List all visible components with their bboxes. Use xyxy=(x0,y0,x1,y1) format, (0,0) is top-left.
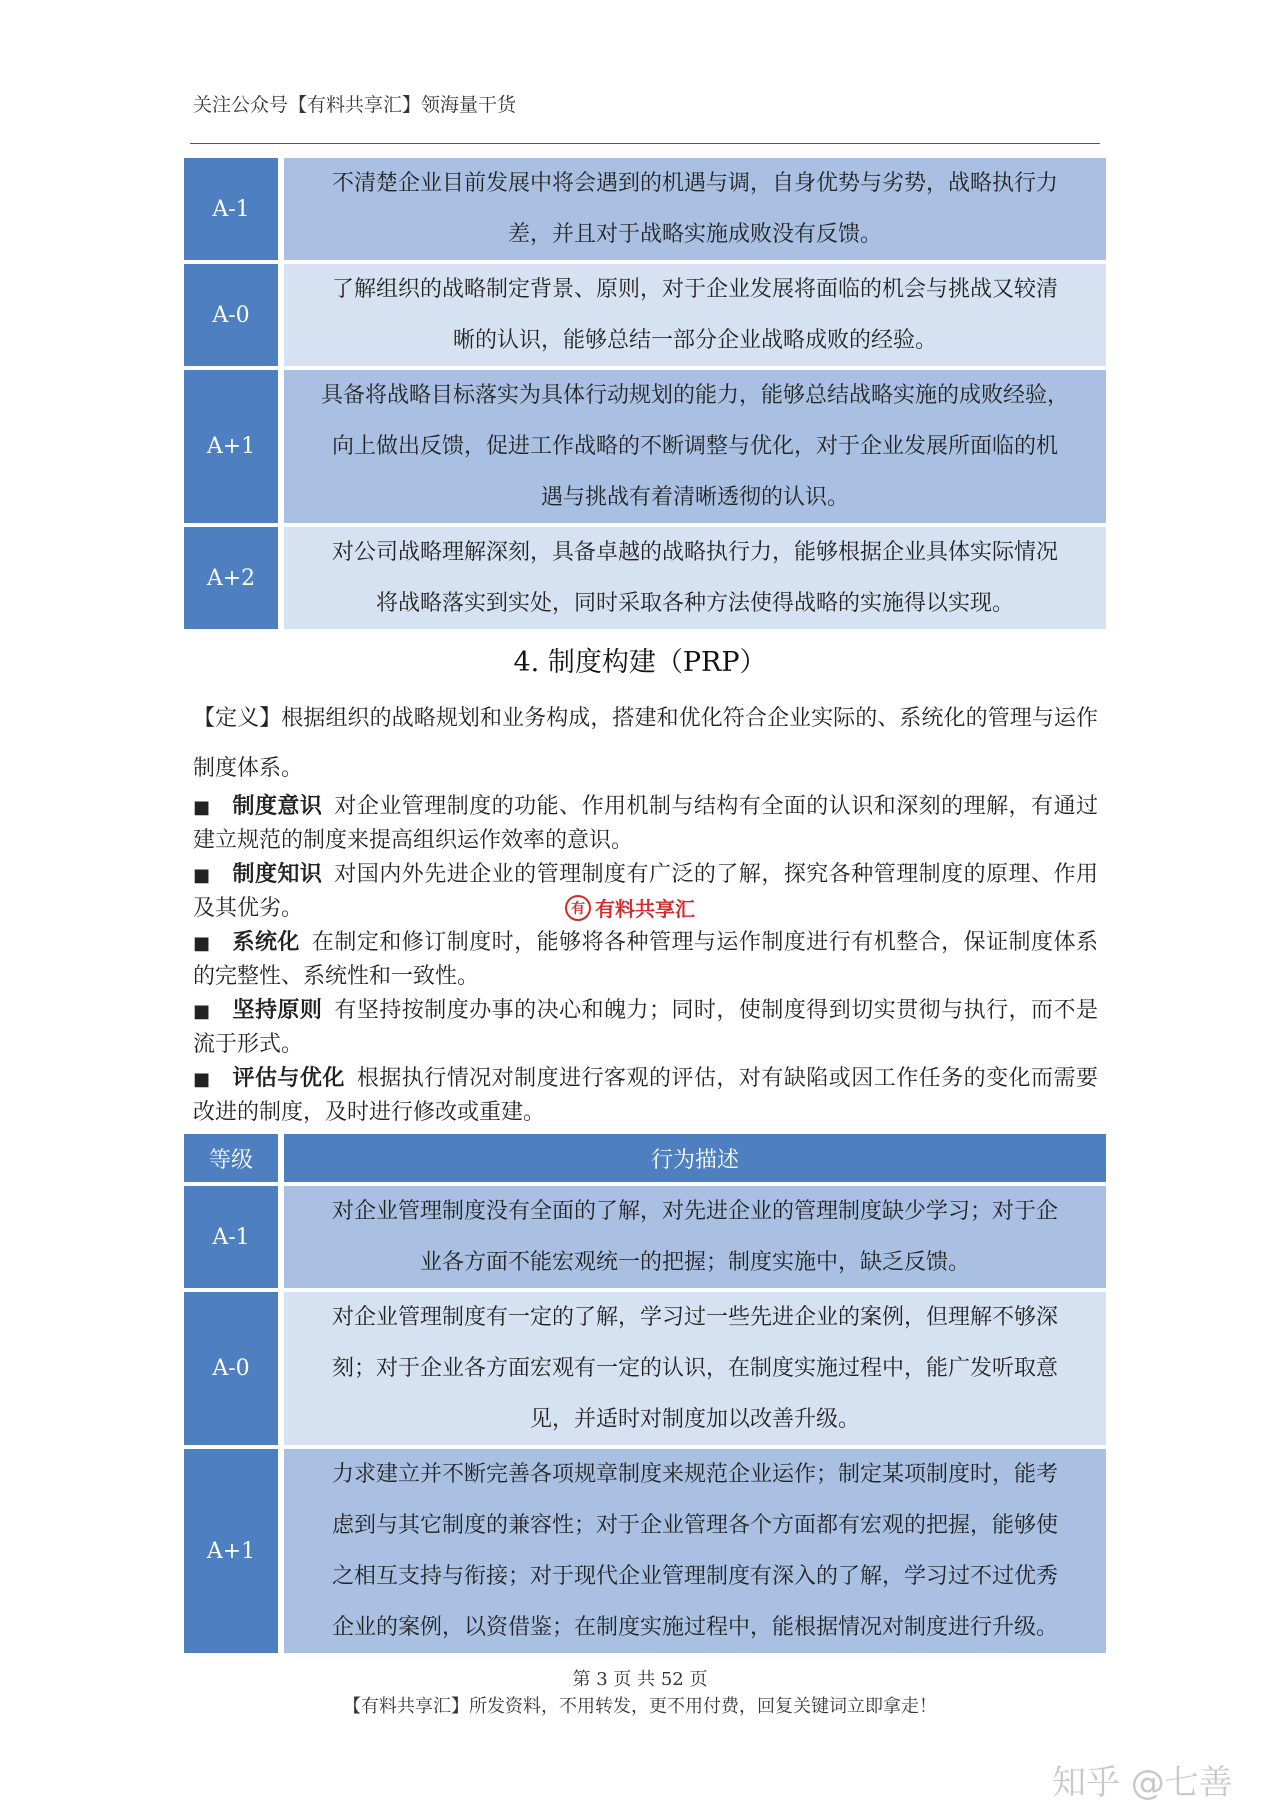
description-cell xyxy=(284,1449,1106,1653)
bullet-term: 系统化 xyxy=(232,930,300,955)
bullet-text: 在制定和修订制度时，能够将各种管理与运作制度进行有机整合，保证制度体系的完整性、系统性和一致性。 xyxy=(193,930,1098,989)
table-row xyxy=(184,264,1106,366)
level-cell: A-1 xyxy=(184,158,284,260)
description-line: 刻；对于企业各方面宏观有一定的认识，在制度实施过程中，能广发听取意 xyxy=(331,1356,1058,1381)
bullet-item xyxy=(193,994,1098,1061)
definition-paragraph: 【定义】根据组织的战略规划和业务构成，搭建和优化符合企业实际的、系统化的管理与运作制度体系。 xyxy=(193,706,1098,781)
bullet-term: 评估与优化 xyxy=(232,1066,345,1091)
level-table-strategy xyxy=(184,154,1106,633)
description-line: 力求建立并不断完善各项规章制度来规范企业运作；制定某项制度时，能考 xyxy=(331,1462,1058,1487)
header-rule xyxy=(190,143,1100,144)
level-cell: A+1 xyxy=(184,370,284,523)
page-header: 关注公众号【有料共享汇】领海量干货 xyxy=(193,94,517,116)
description-line: 虑到与其它制度的兼容性；对于企业管理各个方面都有宏观的把握，能够使 xyxy=(331,1513,1058,1538)
description-line: 对企业管理制度有一定的了解，学习过一些先进企业的案例，但理解不够深 xyxy=(331,1305,1058,1330)
square-bullet-icon: ■ xyxy=(193,1001,211,1022)
table-row xyxy=(184,370,1106,523)
level-cell: A-0 xyxy=(184,1292,284,1445)
square-bullet-icon: ■ xyxy=(193,865,211,886)
description-cell xyxy=(284,1292,1106,1445)
header-level: 等级 xyxy=(184,1134,284,1182)
bullet-text: 根据执行情况对制度进行客观的评估，对有缺陷或因工作任务的变化而需要改进的制度，及时进行修改或重建。 xyxy=(193,1066,1098,1125)
platform-watermark: 知乎 @七善 xyxy=(1052,1763,1233,1803)
description-line: 了解组织的战略制定背景、原则，对于企业发展将面临的机会与挑战又较清 xyxy=(331,277,1058,302)
bullet-term: 制度知识 xyxy=(232,862,323,887)
table-row xyxy=(184,1186,1106,1288)
description-line: 向上做出反馈，促进工作战略的不断调整与优化，对于企业发展所面临的机 xyxy=(331,434,1058,459)
level-cell: A+2 xyxy=(184,527,284,629)
bullet-term: 坚持原则 xyxy=(232,998,323,1023)
page-number: 第 3 页 共 52 页 xyxy=(572,1669,708,1690)
level-cell: A-1 xyxy=(184,1186,284,1288)
description-line: 对企业管理制度没有全面的了解，对先进企业的管理制度缺少学习；对于企 xyxy=(331,1199,1058,1224)
description-line: 将战略落实到实处，同时采取各种方法使得战略的实施得以实现。 xyxy=(375,591,1014,616)
description-line: 不清楚企业目前发展中将会遇到的机遇与调，自身优势与劣势，战略执行力 xyxy=(331,171,1058,196)
level-cell: A+1 xyxy=(184,1449,284,1653)
table-row xyxy=(184,1292,1106,1445)
seal-icon: 有 xyxy=(565,895,591,921)
level-cell: A-0 xyxy=(184,264,284,366)
table-header-row xyxy=(184,1134,1106,1182)
description-line: 企业的案例，以资借鉴；在制度实施过程中，能根据情况对制度进行升级。 xyxy=(331,1615,1058,1640)
description-line: 具备将战略目标落实为具体行动规划的能力，能够总结战略实施的成败经验， xyxy=(320,383,1069,408)
square-bullet-icon: ■ xyxy=(193,797,211,818)
bullet-text: 对国内外先进企业的管理制度有广泛的了解，探究各种管理制度的原理、作用及其优劣。 xyxy=(193,862,1098,921)
watermark-logo xyxy=(565,893,695,922)
description-line: 差，并且对于战略实施成败没有反馈。 xyxy=(507,222,882,247)
table-row xyxy=(184,1449,1106,1653)
bullet-item xyxy=(193,790,1098,857)
description-line: 见，并适时对制度加以改善升级。 xyxy=(529,1407,860,1432)
description-cell xyxy=(284,1186,1106,1288)
competency-bullets xyxy=(193,790,1098,1130)
watermark-text: 有料共享汇 xyxy=(595,897,695,921)
bullet-text: 有坚持按制度办事的决心和魄力；同时，使制度得到切实贯彻与执行，而不是流于形式。 xyxy=(193,998,1098,1057)
description-cell xyxy=(284,370,1106,523)
description-line: 遇与挑战有着清晰透彻的认识。 xyxy=(540,485,849,510)
description-line: 之相互支持与衔接；对于现代企业管理制度有深入的了解，学习过不过优秀 xyxy=(331,1564,1058,1589)
bullet-text: 对企业管理制度的功能、作用机制与结构有全面的认识和深刻的理解，有通过建立规范的制度来提高组织运作效率的意识。 xyxy=(193,794,1098,853)
description-line: 对公司战略理解深刻，具备卓越的战略执行力，能够根据企业具体实际情况 xyxy=(331,540,1058,565)
square-bullet-icon: ■ xyxy=(193,933,211,954)
header-desc: 行为描述 xyxy=(284,1134,1106,1182)
description-cell xyxy=(284,527,1106,629)
bullet-term: 制度意识 xyxy=(232,794,323,819)
description-cell xyxy=(284,264,1106,366)
section-title: 4. 制度构建（PRP） xyxy=(513,647,767,678)
level-table-system xyxy=(184,1130,1106,1657)
footer-note: 【有料共享汇】所发资料，不用转发，更不用付费，回复关键词立即拿走！ xyxy=(343,1696,937,1717)
square-bullet-icon: ■ xyxy=(193,1069,211,1090)
bullet-item xyxy=(193,1062,1098,1129)
description-line: 晰的认识，能够总结一部分企业战略成败的经验。 xyxy=(452,328,937,353)
table-row xyxy=(184,527,1106,629)
description-cell xyxy=(284,158,1106,260)
bullet-item xyxy=(193,926,1098,993)
table-row xyxy=(184,158,1106,260)
description-line: 业各方面不能宏观统一的把握；制度实施中，缺乏反馈。 xyxy=(419,1250,970,1275)
